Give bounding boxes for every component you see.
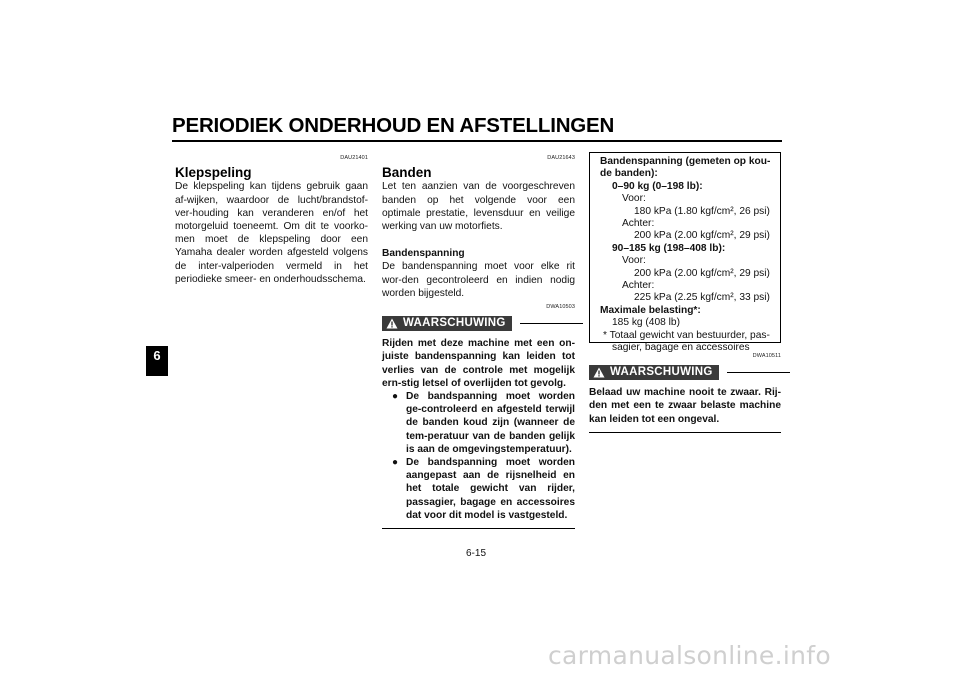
spec-rear-value: 225 kPa (2.25 kgf/cm², 33 psi) <box>634 292 770 304</box>
section-code: DAU21643 <box>547 155 575 161</box>
subsection-body: De bandenspanning moet voor elke rit wor-den gecontroleerd en indien nodig worden bijgesteld. <box>382 261 575 299</box>
warning-end-rule <box>382 528 575 529</box>
warning-label <box>589 365 719 380</box>
section-body: De klepspeling kan tijdens gebruik gaan af-wijken, waardoor de lucht/brandstof-ver-houding kan veranderen en/of het motorgeluid toeneemt. Om dit te voorko-men moet de klepspeling door een Yamaha dealer worden afgesteld volgens de inter-valperioden vermeld in het periodieke smeer- en onderhoudsschema. <box>175 181 368 285</box>
warning-bullet <box>382 456 575 522</box>
warning-triangle-icon <box>593 367 605 378</box>
warning-label-text: WAARSCHUWING <box>610 366 713 379</box>
warning-rule <box>520 323 583 324</box>
spec-load-range: 0–90 kg (0–198 lb): <box>612 180 703 192</box>
warning-header <box>589 365 790 380</box>
title-rule <box>172 140 782 142</box>
warning-triangle-icon <box>386 318 398 329</box>
section-heading: Klepspeling <box>175 165 252 181</box>
warning-bullet <box>382 390 575 456</box>
overload-warning <box>589 350 781 433</box>
warning-code: DWA10503 <box>546 304 575 311</box>
subsection-heading: Bandenspanning <box>382 248 465 260</box>
warning-text: Rijden met deze machine met een on-juiste bandenspanning kan leiden tot verlies van de controle met mogelijk ern-stig letsel of overlijden tot gevolg. <box>382 338 575 389</box>
tire-pressure-spec-box <box>589 152 781 354</box>
section-heading: Banden <box>382 165 432 181</box>
spec-note: * Totaal gewicht van bestuurder, pas- <box>603 329 770 341</box>
spec-max-load-value: 185 kg (408 lb) <box>612 317 680 329</box>
spec-rear-value: 200 kPa (2.00 kgf/cm², 29 psi) <box>634 230 770 242</box>
warning-label-text: WAARSCHUWING <box>403 317 506 330</box>
bullet-text: De bandspanning moet worden ge-controleerd en afgesteld terwijl de banden koud zijn (wanneer de tem-peratuur van de banden gelijk is aan de omgevingstemperatuur). <box>406 391 575 455</box>
section-intro: Let ten aanzien van de voorgeschreven banden op het volgende voor een optimale prestatie, levensduur en veilige werking van uw motorfiets. <box>382 181 575 233</box>
warning-label <box>382 316 512 331</box>
spec-note-cont: sagier, bagage en accessoires <box>612 342 750 354</box>
section-banden <box>382 152 575 529</box>
section-code: DAU21401 <box>340 155 368 161</box>
watermark: carmanualsonline.info <box>548 641 831 670</box>
spec-front-label: Voor: <box>622 255 646 267</box>
spec-load-range: 90–185 kg (198–408 lb): <box>612 242 726 254</box>
warning-rule <box>727 372 790 373</box>
warning-end-rule <box>589 432 781 433</box>
page-number: 6-15 <box>466 548 487 559</box>
chapter-tab <box>146 346 168 376</box>
spec-front-value: 200 kPa (2.00 kgf/cm², 29 psi) <box>634 267 770 279</box>
spec-front-value: 180 kPa (1.80 kgf/cm², 26 psi) <box>634 205 770 217</box>
warning-header <box>382 316 583 331</box>
bullet-icon: ● <box>392 391 399 403</box>
page-title: PERIODIEK ONDERHOUD EN AFSTELLINGEN <box>172 114 615 137</box>
spec-max-load-label: Maximale belasting*: <box>600 304 701 316</box>
warning-text: Belaad uw machine nooit te zwaar. Rij-den met een te zwaar belaste machine kan leiden tot een ongeval. <box>589 387 781 425</box>
bullet-text: De bandspanning moet worden aangepast aan de rijsnelheid en het totale gewicht van rijder, passagier, bagage en accessoires dat voor dit model is vastgesteld. <box>406 457 575 521</box>
spec-rear-label: Achter: <box>622 280 655 292</box>
spec-title-cont: de banden): <box>600 168 658 180</box>
spec-front-label: Voor: <box>622 193 646 205</box>
spec-rear-label: Achter: <box>622 218 655 230</box>
warning-code: DWA10511 <box>752 353 781 359</box>
spec-title: Bandenspanning (gemeten op kou- <box>600 156 771 167</box>
bullet-icon: ● <box>392 457 399 469</box>
chapter-number: 6 <box>153 348 161 363</box>
section-klepspeling <box>175 152 368 286</box>
